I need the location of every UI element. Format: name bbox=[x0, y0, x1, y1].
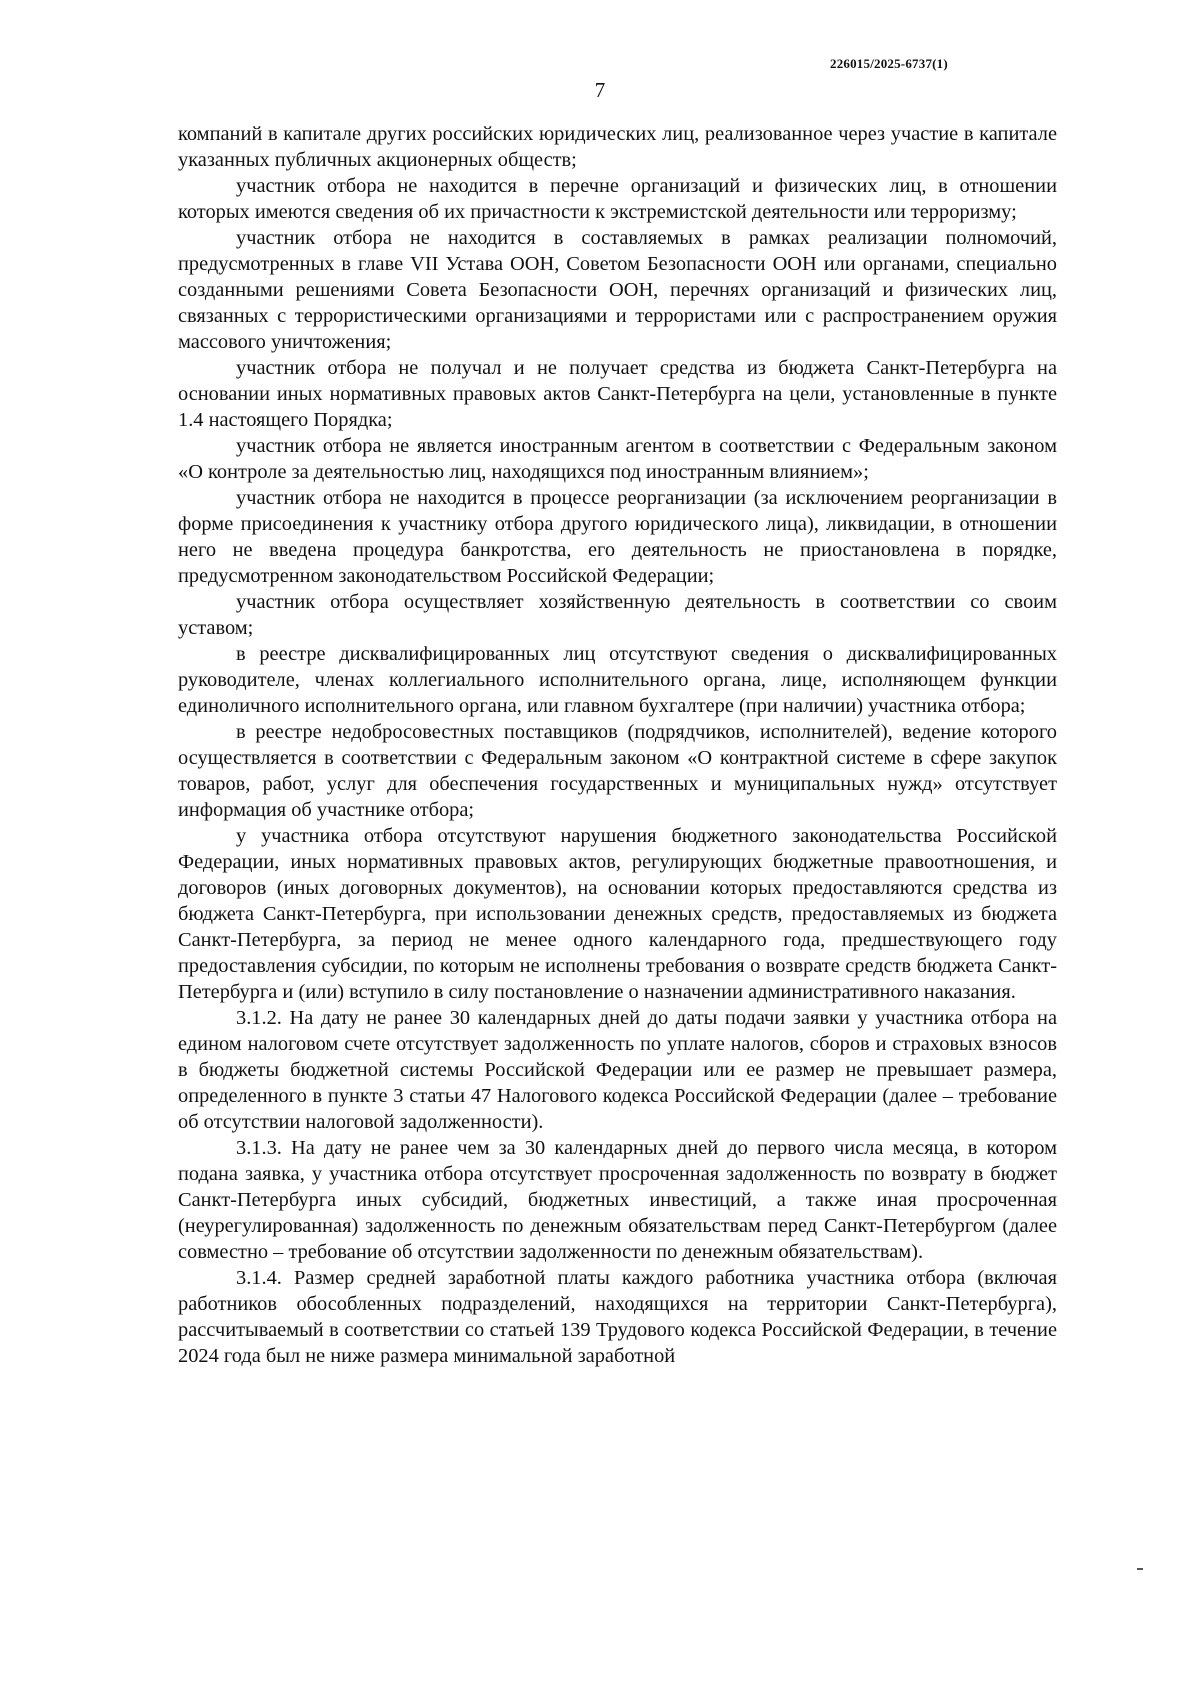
paragraph-budget-violations: у участника отбора отсутствуют нарушения бюджетного законодательства Российской Федерации, иных нормативных правовых актов, регулирующих бюджетные правоотношения, и договоров (иных договорных документов), на основании которых предоставляются средства из бюджета Санкт-Петербурга, при использовании денежных средств, предоставляемых из бюджета Санкт-Петербурга, за период не менее одного календарного года, предшествующего году предоставления субсидии, по которым не исполнены требования о возврате средств бюджета Санкт-Петербурга и (или) вступило в силу постановление о назначении административного наказания. bbox=[178, 825, 1057, 1003]
paragraph-unscrupulous-suppliers: в реестре недобросовестных поставщиков (подрядчиков, исполнителей), ведение которого осуществляется в соответствии с Федеральным законом «О контрактной системе в сфере закупок товаров, работ, услуг для обеспечения государственных и муниципальных нужд» отсутствует информация об участнике отбора; bbox=[178, 721, 1057, 821]
paragraph-extremism-list: участник отбора не находится в перечне организаций и физических лиц, в отношении которых имеются сведения об их причастности к экстремистской деятельности или терроризму; bbox=[178, 175, 1057, 223]
clause-3-1-3: 3.1.3. На дату не ранее чем за 30 календарных дней до первого числа месяца, в котором подана заявка, у участника отбора отсутствует просроченная задолженность по возврату в бюджет Санкт-Петербурга иных субсидий, бюджетных инвестиций, а также иная просроченная (неурегулированная) задолженность по денежным обязательствам перед Санкт-Петербургом (далее совместно – требование об отсутствии задолженности по денежным обязательствам). bbox=[178, 1137, 1057, 1263]
document-registration-number: 226015/2025-6737(1) bbox=[830, 56, 948, 71]
paragraph-disqualified-persons: в реестре дисквалифицированных лиц отсутствуют сведения о дисквалифицированных руководителе, членах коллегиального исполнительного органа, лице, исполняющем функции единоличного исполнительного органа, или главном бухгалтере (при наличии) участника отбора; bbox=[178, 643, 1057, 717]
document-body bbox=[178, 121, 1057, 1369]
paragraph-foreign-agent: участник отбора не является иностранным агентом в соответствии с Федеральным законом «О контроле за деятельностью лиц, находящихся под иностранным влиянием»; bbox=[178, 435, 1057, 483]
page-number: 7 bbox=[594, 78, 606, 102]
paragraph-reorganization: участник отбора не находится в процессе реорганизации (за исключением реорганизации в форме присоединения к участнику отбора другого юридического лица), ликвидации, в отношении него не введена процедура банкротства, его деятельность не приостановлена в порядке, предусмотренном законодательством Российской Федерации; bbox=[178, 487, 1057, 587]
paragraph-charter-activity: участник отбора осуществляет хозяйственную деятельность в соответствии со своим уставом; bbox=[178, 591, 1057, 639]
paragraph-un-sanctions-list: участник отбора не находится в составляемых в рамках реализации полномочий, предусмотренных в главе VII Устава ООН, Советом Безопасности ООН или органами, специально созданными решениями Совета Безопасности ООН, перечнях организаций и физических лиц, связанных с террористическими организациями и террористами или с распространением оружия массового уничтожения; bbox=[178, 227, 1057, 353]
scan-mark bbox=[1137, 1568, 1143, 1570]
clause-3-1-4: 3.1.4. Размер средней заработной платы каждого работника участника отбора (включая работников обособленных подразделений, находящихся на территории Санкт-Петербурга), рассчитываемый в соответствии со статьей 139 Трудового кодекса Российской Федерации, в течение 2024 года был не ниже размера минимальной заработной bbox=[178, 1267, 1057, 1367]
paragraph-no-other-budget-funds: участник отбора не получал и не получает средства из бюджета Санкт-Петербурга на основании иных нормативных правовых актов Санкт-Петербурга на цели, установленные в пункте 1.4 настоящего Порядка; bbox=[178, 357, 1057, 431]
paragraph-continuation: компаний в капитале других российских юридических лиц, реализованное через участие в капитале указанных публичных акционерных обществ; bbox=[178, 123, 1057, 171]
clause-3-1-2: 3.1.2. На дату не ранее 30 календарных дней до даты подачи заявки у участника отбора на едином налоговом счете отсутствует задолженность по уплате налогов, сборов и страховых взносов в бюджеты бюджетной системы Российской Федерации или ее размер не превышает размера, определенного в пункте 3 статьи 47 Налогового кодекса Российской Федерации (далее – требование об отсутствии налоговой задолженности). bbox=[178, 1007, 1057, 1133]
